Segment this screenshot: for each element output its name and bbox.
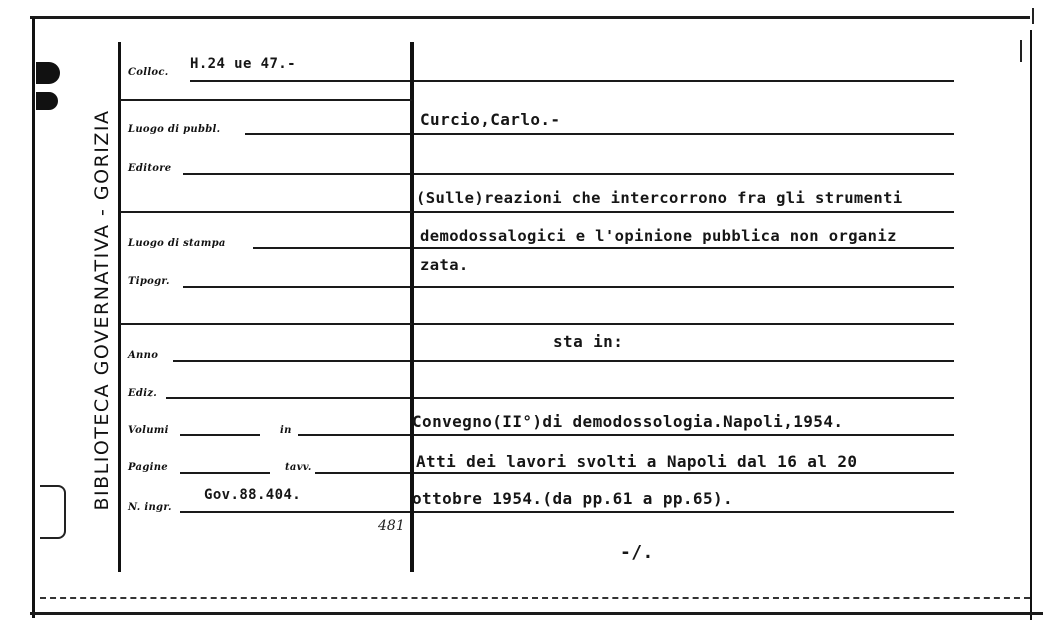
card-left-border bbox=[32, 18, 35, 618]
title-line-1: (Sulle)reazioni che intercorrono fra gli strumenti bbox=[416, 189, 903, 207]
label-luogo-stampa: Luogo di stampa bbox=[128, 238, 226, 249]
left-column-rule bbox=[118, 42, 121, 572]
right-rule-12 bbox=[414, 511, 954, 513]
title-line-3: zata. bbox=[420, 256, 469, 274]
label-in: in bbox=[280, 425, 292, 436]
right-rule-1 bbox=[414, 80, 954, 82]
right-rule-9 bbox=[414, 397, 954, 399]
value-num-ingresso: Gov.88.404. bbox=[204, 487, 302, 503]
right-rule-3 bbox=[414, 173, 954, 175]
label-tipografo: Tipogr. bbox=[128, 276, 170, 287]
label-luogo-pubbl: Luogo di pubbl. bbox=[128, 124, 221, 135]
card-top-border bbox=[30, 16, 1030, 19]
margin-number: 481 bbox=[378, 518, 405, 534]
author: Curcio,Carlo.- bbox=[420, 110, 561, 129]
rule-tavole bbox=[315, 472, 410, 474]
rule-anno bbox=[173, 360, 410, 362]
right-rule-10 bbox=[414, 434, 954, 436]
label-tavole: tavv. bbox=[285, 462, 312, 473]
rule-editore bbox=[183, 173, 410, 175]
right-edge-tick bbox=[1020, 40, 1022, 62]
source-line-3: ottobre 1954.(da pp.61 a pp.65). bbox=[412, 489, 734, 508]
value-collocazione: H.24 ue 47.- bbox=[190, 56, 296, 72]
binder-slot-icon bbox=[40, 485, 66, 539]
label-edizione: Ediz. bbox=[128, 388, 158, 399]
binder-hole-icon bbox=[36, 62, 60, 84]
right-rule-8 bbox=[414, 360, 954, 362]
source-line-1: Convegno(II°)di demodossologia.Napoli,1954. bbox=[412, 412, 844, 431]
rule-in bbox=[298, 434, 410, 436]
label-anno: Anno bbox=[128, 350, 159, 361]
right-rule-5 bbox=[414, 247, 954, 249]
title-line-2: demodossalogici e l'opinione pubblica non organiz bbox=[420, 227, 897, 245]
right-rule-6 bbox=[414, 286, 954, 288]
rule-section-1 bbox=[120, 99, 412, 101]
label-editore: Editore bbox=[128, 163, 172, 174]
label-volumi: Volumi bbox=[128, 425, 169, 436]
rule-section-3 bbox=[120, 323, 412, 325]
library-stamp: BIBLIOTECA GOVERNATIVA - GORIZIA bbox=[91, 109, 113, 511]
card-bottom-edge bbox=[40, 597, 1030, 599]
rule-tipografo bbox=[183, 286, 410, 288]
rule-volumi bbox=[180, 434, 260, 436]
right-rule-2 bbox=[414, 133, 954, 135]
right-rule-7 bbox=[414, 323, 954, 325]
top-right-tick bbox=[1032, 8, 1034, 24]
card-right-border bbox=[1030, 30, 1032, 620]
rule-edizione bbox=[166, 397, 410, 399]
closing-mark: -/. bbox=[620, 542, 654, 563]
label-collocazione: Collоc. bbox=[128, 67, 169, 78]
binder-hole-icon bbox=[36, 92, 58, 110]
label-num-ingresso: N. ingr. bbox=[128, 502, 172, 513]
rule-collocazione bbox=[190, 80, 410, 82]
sta-in: sta in: bbox=[553, 332, 624, 351]
rule-luogo-pubbl bbox=[245, 133, 410, 135]
label-pagine: Pagine bbox=[128, 462, 168, 473]
rule-section-2 bbox=[120, 211, 412, 213]
source-line-2: Atti dei lavori svolti a Napoli dal 16 al 20 bbox=[416, 452, 858, 471]
rule-luogo-stampa bbox=[253, 247, 410, 249]
rule-num-ingresso bbox=[180, 511, 410, 513]
right-rule-11 bbox=[414, 472, 954, 474]
card-bottom-border bbox=[30, 612, 1043, 615]
right-rule-4 bbox=[414, 211, 954, 213]
rule-pagine bbox=[180, 472, 270, 474]
